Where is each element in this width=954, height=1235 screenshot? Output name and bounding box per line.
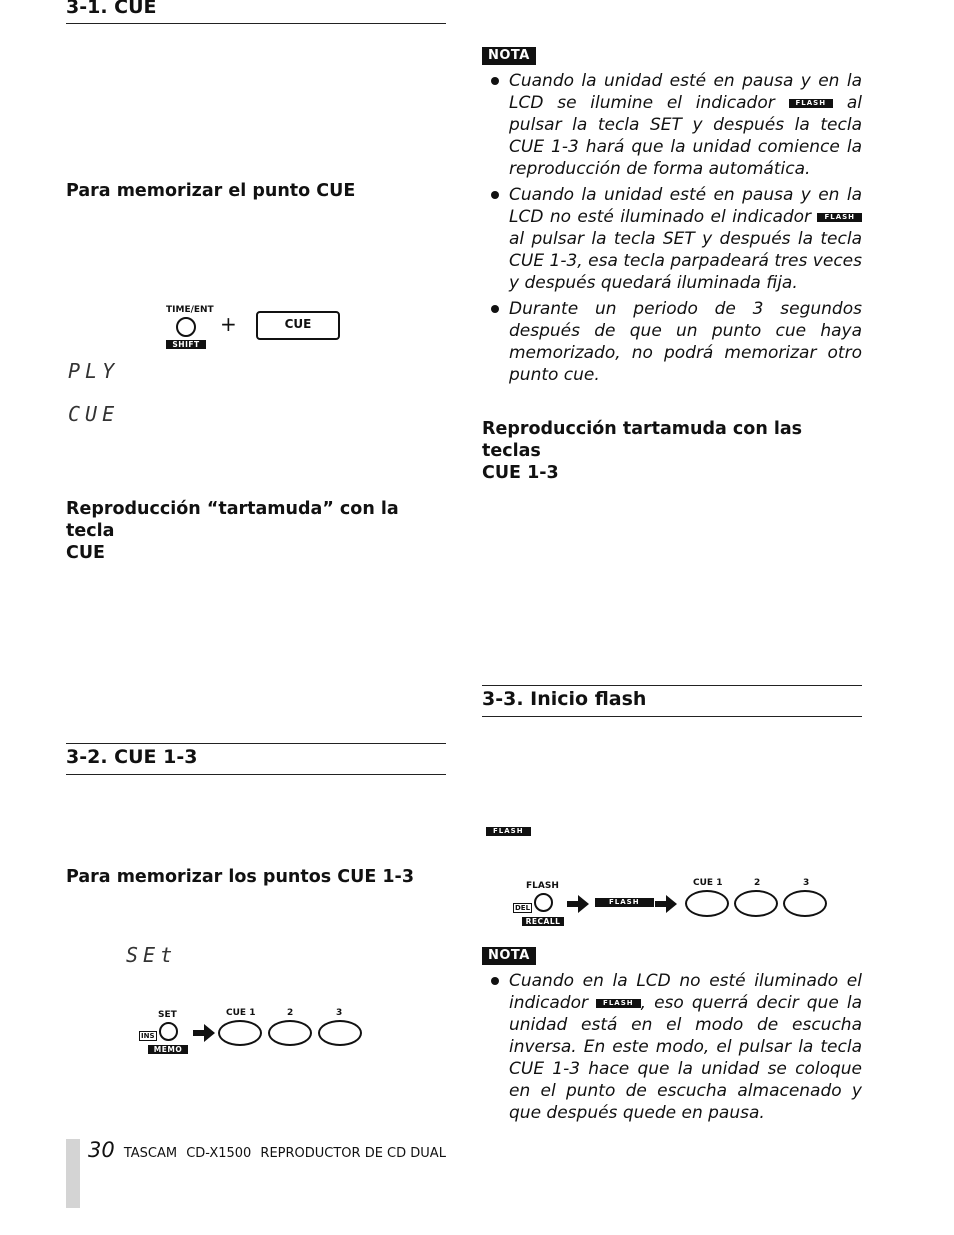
cue1-label: CUE 1 (226, 1008, 256, 1018)
subheading-stutter-cue13-line2: CUE 1-3 (482, 463, 559, 483)
section-rule (66, 743, 446, 744)
subheading-stutter-cue13-line1: Reproducción tartamuda con las teclas (482, 419, 803, 461)
subheading-stutter-cue (66, 498, 446, 564)
notes-list-2 (482, 970, 862, 1128)
subheading-memorize-cue13: Para memorizar los puntos CUE 1-3 (66, 867, 414, 887)
section-rule (482, 685, 862, 686)
note-item: Cuando la unidad esté en pausa y en la LCD se ilumine el indicador FLASH al pulsar la tecla SET y después la tecla CUE 1-3 hará que la unidad comience la reproducción de forma automática. (482, 70, 862, 180)
cue-button (256, 311, 340, 340)
cue2-label: 2 (754, 878, 761, 888)
del-tag: DEL (515, 904, 531, 912)
notes-list-1 (482, 70, 862, 390)
cue3-button (318, 1020, 362, 1046)
note-item: Cuando en la LCD no esté iluminado el indicador FLASH , eso querrá decir que la unidad está en el modo de escucha inversa. En este modo, el pulsar la tecla CUE 1-3 hace que la unidad se coloque en el punto de escucha almacenado y que después quede en pausa. (482, 970, 862, 1124)
footer-brand: TASCAM (123, 1146, 178, 1161)
note-item: Durante un periodo de 3 segundos después de que un punto cue haya memorizado, no podrá memorizar otro punto cue. (482, 298, 862, 386)
section-rule (66, 774, 446, 775)
footer-model: CD-X1500 (186, 1146, 252, 1161)
section-title-cue13: 3-2. CUE 1-3 (66, 746, 198, 768)
set-button (159, 1022, 178, 1041)
arrow-right-icon (193, 1024, 215, 1042)
cue2-button (734, 890, 778, 917)
subheading-stutter-cue13 (482, 418, 862, 484)
flash-indicator-icon: FLASH (595, 898, 654, 907)
arrow-right-icon (567, 895, 589, 913)
arrow-right-icon (655, 895, 677, 913)
cue-button-label: CUE (284, 317, 312, 331)
note-item: Cuando la unidad esté en pausa y en la LCD no esté iluminado el indicador FLASH al pulsar la tecla SET y después la tecla CUE 1-3, esa tecla parpadeará tres veces y después quedará iluminada fija. (482, 184, 862, 294)
nota-label: NOTA (482, 47, 536, 65)
flash-indicator-icon: FLASH (817, 213, 862, 222)
flash-button-label: FLASH (526, 881, 559, 891)
subheading-stutter-cue-line1: Reproducción “tartamuda” con la tecla (66, 499, 399, 541)
nota-label: NOTA (482, 947, 536, 965)
time-ent-button (176, 317, 196, 337)
page-number: 30 (88, 1138, 115, 1162)
cue2-button (268, 1020, 312, 1046)
shift-tag: SHIFT (166, 340, 206, 349)
cue3-label: 3 (336, 1008, 343, 1018)
cue1-button (685, 890, 729, 917)
cue2-label: 2 (287, 1008, 294, 1018)
flash-indicator-icon: FLASH (789, 99, 834, 108)
time-ent-label: TIME/ENT (166, 305, 214, 315)
lcd-ply: PLY (68, 359, 120, 383)
set-label: SET (158, 1010, 177, 1020)
subheading-memorize-cue: Para memorizar el punto CUE (66, 181, 356, 201)
section-title-flash: 3-3. Inicio flash (482, 688, 647, 710)
memo-tag: MEMO (148, 1045, 188, 1054)
lcd-cue: CUE (68, 402, 120, 426)
lcd-set: SEt (126, 943, 178, 967)
plus-sign: + (220, 312, 237, 336)
ins-tag: INS (141, 1032, 155, 1040)
cue1-button (218, 1020, 262, 1046)
flash-button (534, 893, 553, 912)
footer (88, 1138, 446, 1162)
cue3-button (783, 890, 827, 917)
recall-tag: RECALL (522, 917, 564, 926)
footer-product: REPRODUCTOR DE CD DUAL (260, 1146, 446, 1161)
subheading-stutter-cue-line2: CUE (66, 543, 106, 563)
section-rule (482, 716, 862, 717)
flash-indicator-icon: FLASH (596, 999, 641, 1008)
section-title-cue: 3-1. CUE (66, 0, 157, 18)
section-rule (66, 23, 446, 24)
cue1-label: CUE 1 (693, 878, 723, 888)
footer-bar (66, 1139, 80, 1208)
flash-indicator-icon: FLASH (486, 827, 531, 836)
cue3-label: 3 (803, 878, 810, 888)
